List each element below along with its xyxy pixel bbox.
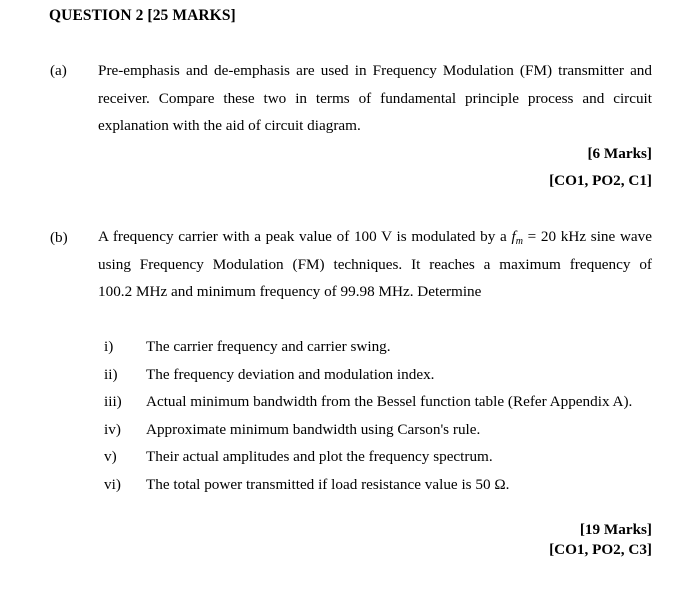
part-b-line-1-end: = 20 kHz sine wave [522,228,652,245]
list-item [98,443,658,471]
item-number: i) [104,338,114,355]
item-number: iii) [104,393,122,410]
fm-subscript: m [515,236,523,247]
part-b-line-2: using Frequency Modulation (FM) techniques. It reaches a maximum frequency of [98,255,652,273]
part-b-marks: [19 Marks] [579,521,652,538]
item-text: Actual minimum bandwidth from the Bessel function table (Refer Appendix A). [146,393,633,410]
part-b-line-1-start: A frequency carrier with a peak value of 100 V is modulated by a [98,228,512,245]
part-b-line-3: 100.2 MHz and minimum frequency of 99.98 MHz. Determine [98,283,482,300]
item-number: ii) [104,365,118,383]
item-text: Their actual amplitudes and plot the frequency spectrum. [146,448,493,465]
list-item [98,471,658,499]
part-b-outcomes: [CO1, PO2, C3] [549,541,652,558]
part-a-label: (a) [50,62,67,79]
part-a-line-1: Pre-emphasis and de-emphasis are used in Frequency Modulation (FM) transmitter and [98,62,652,79]
part-a-text [98,57,652,140]
part-a-outcomes: [CO1, PO2, C1] [549,172,652,189]
part-b-subquestions [98,333,658,498]
part-b-text [98,223,652,306]
fm-symbol: f [511,228,516,245]
list-item [98,388,658,416]
item-number: vi) [104,475,121,493]
part-b-line-1 [98,223,652,251]
item-number: iv) [104,420,121,438]
list-item [98,361,658,389]
item-text: Approximate minimum bandwidth using Carson's rule. [146,420,481,438]
part-a-line-3: explanation with the aid of circuit diagram. [98,117,361,134]
item-text: The total power transmitted if load resistance value is 50 Ω. [146,475,510,493]
question-heading: QUESTION 2 [25 MARKS] [49,7,236,24]
part-b-label: (b) [50,229,68,246]
item-text: The carrier frequency and carrier swing. [146,338,391,355]
part-a-line-2: receiver. Compare these two in terms of fundamental principle process and circuit [98,89,652,107]
part-a-marks: [6 Marks] [587,145,652,162]
list-item [98,333,658,361]
list-item [98,416,658,444]
item-text: The frequency deviation and modulation index. [146,365,435,383]
item-number: v) [104,448,117,465]
